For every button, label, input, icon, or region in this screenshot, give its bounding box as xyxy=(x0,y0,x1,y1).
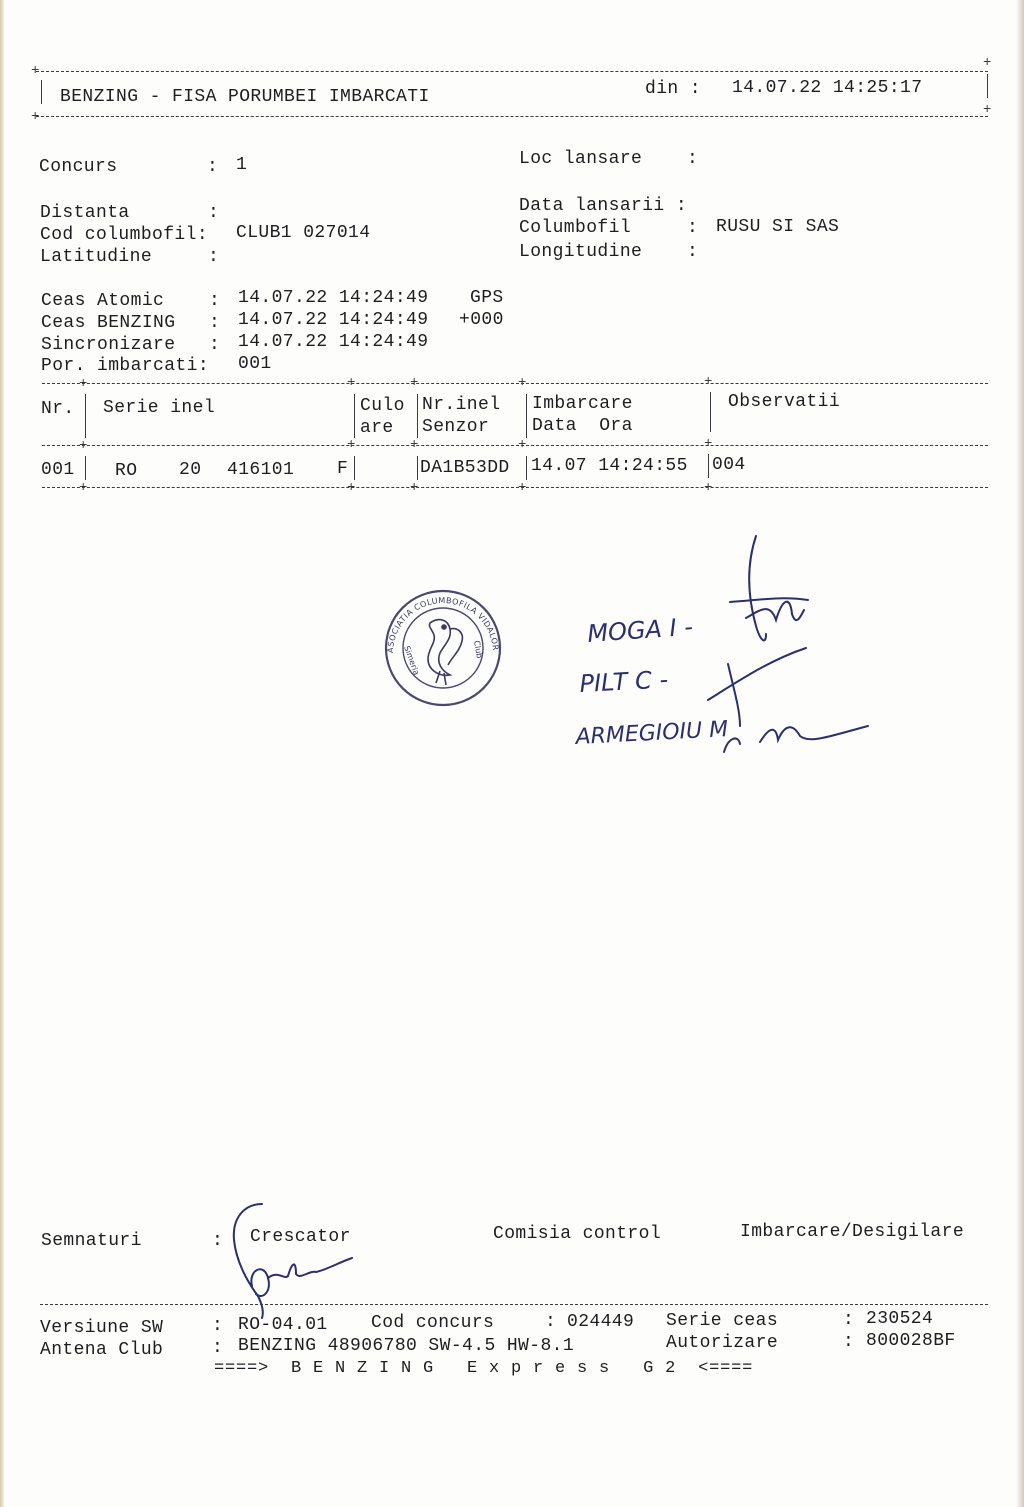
header-right-bar xyxy=(987,74,988,98)
loc-lansare-label: Loc lansare : xyxy=(519,149,699,169)
th-senzor: Senzor xyxy=(422,417,490,437)
th-imbarcare: Imbarcare xyxy=(532,394,633,414)
table-cross: + xyxy=(518,437,527,453)
th-data-ora: Data Ora xyxy=(532,416,633,436)
concurs-label: Concurs : xyxy=(39,157,219,177)
semnaturi-label: Semnaturi xyxy=(41,1231,142,1251)
paper-edge-left xyxy=(0,0,4,1507)
sincronizare-label: Sincronizare : xyxy=(41,335,221,355)
table-cross: + xyxy=(79,438,88,454)
pigeon-icon xyxy=(428,620,462,685)
data-lansarii-label: Data lansarii : xyxy=(519,196,688,216)
cell-year: 20 xyxy=(179,460,202,480)
footer-colon: : xyxy=(212,1316,224,1336)
latitudine-label: Latitudine : xyxy=(40,247,220,267)
table-cross: + xyxy=(410,375,419,391)
cell-senzor: DA1B53DD xyxy=(420,458,510,478)
header-bottom-rule xyxy=(36,116,988,117)
autorizare-label: Autorizare xyxy=(666,1333,779,1353)
cod-concurs-label: Cod concurs xyxy=(371,1313,495,1333)
col-divider xyxy=(710,392,711,432)
concurs-value: 1 xyxy=(236,155,248,175)
table-cross: + xyxy=(79,376,88,392)
print-date-value: 14.07.22 14:25:17 xyxy=(732,78,923,98)
table-cross: + xyxy=(518,480,527,496)
col-divider xyxy=(354,394,355,438)
col-divider xyxy=(85,456,86,480)
cell-nr: 001 xyxy=(41,460,75,480)
por-imbarcati-value: 001 xyxy=(238,354,272,374)
table-bottom-rule xyxy=(42,487,988,488)
cell-observatii: 004 xyxy=(712,455,746,475)
col-divider xyxy=(526,456,527,480)
print-date-label: din : xyxy=(645,79,702,99)
stamp-arc-text: ASOCIATIA COLUMBOFILA VIDALORUL HUNEDOARA xyxy=(374,576,501,654)
distanta-label: Distanta : xyxy=(40,203,220,223)
stamp-left-text: Simeria xyxy=(402,644,421,677)
antena-club-label: Antena Club xyxy=(40,1340,164,1360)
header-corner-br: + xyxy=(983,102,992,118)
th-nr-inel: Nr.inel xyxy=(422,395,501,415)
stamp-right-text: Club xyxy=(472,639,485,660)
imbarcare-desigilare-label: Imbarcare/Desigilare xyxy=(740,1222,965,1242)
ceas-benzing-offset: +000 xyxy=(459,310,504,330)
ceas-atomic-label: Ceas Atomic : xyxy=(41,291,221,311)
table-cross: + xyxy=(347,437,356,453)
handwritten-name-2: PILT C - xyxy=(578,665,669,698)
comisia-control-label: Comisia control xyxy=(493,1224,662,1244)
table-cross: + xyxy=(518,375,527,391)
handwritten-names xyxy=(570,530,900,770)
table-cross: + xyxy=(704,436,713,452)
th-observatii: Observatii xyxy=(728,392,841,412)
ceas-atomic-source: GPS xyxy=(470,288,504,308)
benzing-express-banner: ====> B E N Z I N G E x p r e s s G 2 <==== xyxy=(214,1359,754,1378)
th-nr: Nr. xyxy=(41,399,75,419)
table-cross: + xyxy=(704,374,713,390)
footer-colon: : xyxy=(843,1310,855,1330)
table-cross: + xyxy=(704,480,713,496)
footer-colon: : xyxy=(545,1312,557,1332)
cell-ring: 416101 xyxy=(227,460,295,480)
col-divider xyxy=(417,394,418,438)
ceas-atomic-value: 14.07.22 14:24:49 xyxy=(238,288,429,308)
header-left-bar xyxy=(41,80,42,104)
cell-sex: F xyxy=(337,459,349,479)
semnaturi-colon: : xyxy=(212,1231,224,1251)
table-header-rule xyxy=(42,445,988,446)
ceas-benzing-label: Ceas BENZING : xyxy=(41,313,221,333)
sincronizare-value: 14.07.22 14:24:49 xyxy=(238,332,429,352)
versiune-sw-value: RO-04.01 xyxy=(238,1315,328,1335)
crescator-label: Crescator xyxy=(250,1227,351,1247)
columbofil-value: RUSU SI SAS xyxy=(716,217,840,237)
table-cross: + xyxy=(347,375,356,391)
col-divider xyxy=(417,456,418,480)
autorizare-value: 800028BF xyxy=(866,1331,956,1351)
table-cross: + xyxy=(410,437,419,453)
col-divider xyxy=(708,454,709,478)
ceas-benzing-value: 14.07.22 14:24:49 xyxy=(238,310,429,330)
antena-club-value: BENZING 48906780 SW-4.5 HW-8.1 xyxy=(238,1336,575,1356)
cell-imbarcare: 14.07 14:24:55 xyxy=(531,456,688,476)
versiune-sw-label: Versiune SW xyxy=(40,1318,164,1338)
paper-edge-right xyxy=(1016,0,1024,1507)
header-top-rule xyxy=(36,71,988,72)
table-cross: + xyxy=(347,480,356,496)
footer-colon: : xyxy=(212,1338,224,1358)
cell-country: RO xyxy=(115,461,138,481)
footer-top-rule xyxy=(40,1304,988,1305)
longitudine-label: Longitudine : xyxy=(519,242,699,262)
cod-concurs-value: 024449 xyxy=(567,1312,635,1332)
handwritten-name-1: MOGA I - xyxy=(586,612,694,648)
club-stamp xyxy=(374,576,508,713)
columbofil-label: Columbofil : xyxy=(519,218,699,238)
col-divider xyxy=(85,394,86,438)
crescator-signature xyxy=(222,1200,362,1320)
cod-columbofil-value: CLUB1 027014 xyxy=(236,223,371,243)
signature-strokes xyxy=(708,536,868,752)
col-divider xyxy=(354,456,355,480)
header-corner-tl: + xyxy=(31,63,40,79)
handwritten-name-3: ARMEGIOIU M xyxy=(575,717,729,750)
th-culoare: Culo xyxy=(360,396,405,416)
col-divider xyxy=(526,394,527,438)
th-culoare-2: are xyxy=(360,418,394,438)
footer-colon: : xyxy=(843,1332,855,1352)
por-imbarcati-label: Por. imbarcati: xyxy=(41,356,210,376)
document-title: BENZING - FISA PORUMBEI IMBARCATI xyxy=(60,87,430,107)
header-corner-tr: + xyxy=(983,55,992,71)
serie-ceas-label: Serie ceas xyxy=(666,1311,779,1331)
cod-columbofil-label: Cod columbofil: xyxy=(40,225,209,245)
table-top-rule xyxy=(42,383,988,384)
table-cross: + xyxy=(79,480,88,496)
th-serie-inel: Serie inel xyxy=(103,398,216,418)
serie-ceas-value: 230524 xyxy=(866,1309,934,1329)
table-cross: + xyxy=(410,480,419,496)
header-corner-bl: + xyxy=(31,109,40,125)
